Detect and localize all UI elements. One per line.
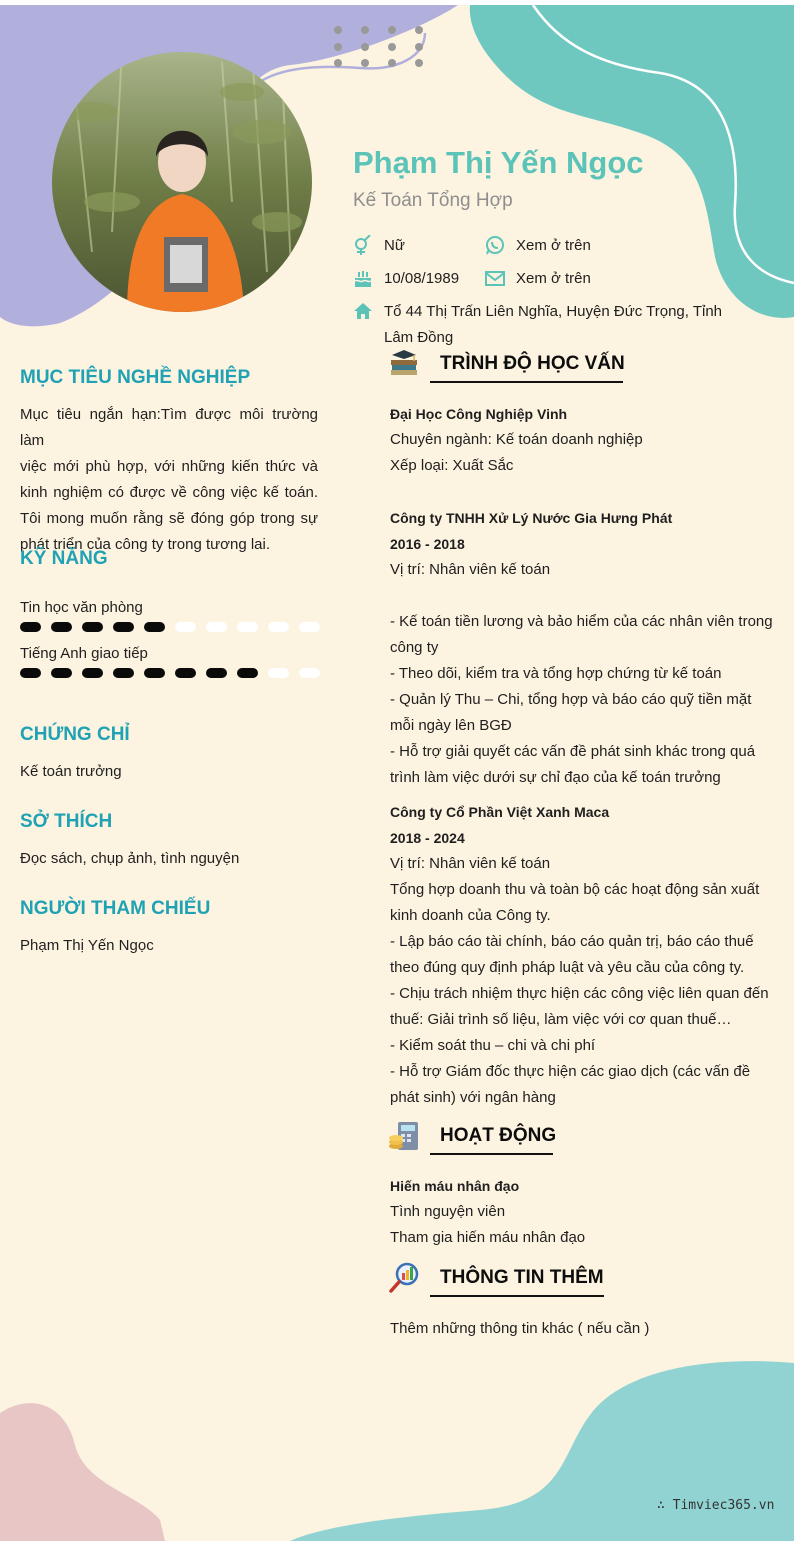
profile-photo xyxy=(52,52,312,312)
job-duty-line: trình làm việc dưới sự chỉ đạo của kế toán trưởng xyxy=(390,769,721,786)
skill-dot-filled xyxy=(113,668,134,678)
activities-underline xyxy=(430,1153,553,1155)
job-company: Công ty TNHH Xử Lý Nước Gia Hưng Phát xyxy=(390,510,673,526)
job2-content xyxy=(390,799,780,1111)
extra-text: Thêm những thông tin khác ( nếu cần ) xyxy=(390,1320,650,1337)
address-line-2: Lâm Đồng xyxy=(384,329,454,346)
home-icon xyxy=(353,301,373,321)
skill-dot-filled xyxy=(144,668,165,678)
skill-dot-filled xyxy=(206,668,227,678)
job-duty-line: - Kế toán tiền lương và bảo hiểm của các nhân viên trong xyxy=(390,613,773,630)
extra-title: THÔNG TIN THÊM xyxy=(440,1267,604,1288)
major: Chuyên ngành: Kế toán doanh nghiệp xyxy=(390,431,643,448)
skill-dot-empty xyxy=(237,622,258,632)
skill-dot-empty xyxy=(268,668,289,678)
magnifier-chart-icon xyxy=(388,1262,420,1294)
skill-dot-empty xyxy=(206,622,227,632)
candidate-name: Phạm Thị Yến Ngọc xyxy=(353,145,644,180)
references-text: Phạm Thị Yến Ngọc xyxy=(20,937,154,954)
job-role: Vị trí: Nhân viên kế toán xyxy=(390,855,551,872)
activity-desc: Tham gia hiến máu nhân đạo xyxy=(390,1229,586,1246)
activity-name: Hiến máu nhân đạo xyxy=(390,1178,520,1194)
address-value xyxy=(384,299,729,351)
graduation-books-icon xyxy=(388,348,420,380)
address-line-1: Tổ 44 Thị Trấn Liên Nghĩa, Huyện Đức Trọng, Tỉnh xyxy=(384,303,722,320)
skill-dot-filled xyxy=(175,668,196,678)
objective-text xyxy=(20,402,318,558)
objective-line: việc mới phù hợp, với những kiến thức và xyxy=(20,458,318,475)
objective-line: Tôi mong muốn rằng sẽ đóng góp trong sự xyxy=(20,510,318,527)
email-icon xyxy=(485,268,505,288)
skill-dot-filled xyxy=(144,622,165,632)
skill-dot-filled xyxy=(20,668,41,678)
job-duty-line: theo đúng quy định pháp luật và yêu cầu của công ty. xyxy=(390,959,745,976)
job-duty-line: - Hỗ trợ Giám đốc thực hiện các giao dịch (các vấn đề xyxy=(390,1063,751,1080)
skill-dot-empty xyxy=(175,622,196,632)
email-value: Xem ở trên xyxy=(516,270,591,287)
education-content xyxy=(390,401,780,791)
skill-dot-filled xyxy=(51,668,72,678)
education-title: TRÌNH ĐỘ HỌC VẤN xyxy=(440,353,625,374)
activities-content xyxy=(390,1173,780,1251)
school-name: Đại Học Công Nghiệp Vinh xyxy=(390,406,568,422)
hobbies-text: Đọc sách, chụp ảnh, tình nguyện xyxy=(20,850,240,867)
skills-title: KỸ NĂNG xyxy=(20,548,108,569)
objective-title: MỤC TIÊU NGHỀ NGHIỆP xyxy=(20,367,251,388)
job-duty-line: - Lập báo cáo tài chính, báo cáo quản trị, báo cáo thuế xyxy=(390,933,754,950)
hobbies-title: SỞ THÍCH xyxy=(20,811,113,832)
skill-dot-filled xyxy=(20,622,41,632)
activity-role: Tình nguyện viên xyxy=(390,1203,506,1220)
job-duty-line: công ty xyxy=(390,639,439,656)
objective-line: Mục tiêu ngắn hạn:Tìm được môi trường làm xyxy=(20,406,318,449)
certificates-title: CHỨNG CHỈ xyxy=(20,724,130,745)
education-underline xyxy=(430,381,623,383)
skill-dot-filled xyxy=(51,622,72,632)
skill-dot-empty xyxy=(268,622,289,632)
gender-icon xyxy=(353,235,373,255)
birthday-cake-icon xyxy=(353,268,373,288)
certificates-text: Kế toán trưởng xyxy=(20,763,122,780)
watermark: ∴ Timviec365.vn xyxy=(657,1498,775,1513)
job-company: Công ty Cổ Phần Việt Xanh Maca xyxy=(390,804,610,820)
skill-rating xyxy=(20,668,320,680)
job-duty-line: - Theo dõi, kiểm tra và tổng hợp chứng từ kế toán xyxy=(390,665,722,682)
skill-dot-empty xyxy=(299,668,320,678)
job-duty-line: mỗi ngày lên BGĐ xyxy=(390,717,512,734)
candidate-position: Kế Toán Tổng Hợp xyxy=(353,190,513,211)
job-duty-line: - Chịu trách nhiệm thực hiện các công việc liên quan đến xyxy=(390,985,769,1002)
skill-rating xyxy=(20,622,320,634)
grade: Xếp loại: Xuất Sắc xyxy=(390,457,514,474)
skill-label: Tiếng Anh giao tiếp xyxy=(20,645,148,662)
skill-label: Tin học văn phòng xyxy=(20,599,143,616)
skill-dot-empty xyxy=(299,622,320,632)
cv-page xyxy=(0,5,794,1541)
job-role: Vị trí: Nhân viên kế toán xyxy=(390,561,551,578)
gender-value: Nữ xyxy=(384,237,405,254)
job-duty-line: - Quản lý Thu – Chi, tổng hợp và báo cáo quỹ tiền mặt xyxy=(390,691,752,708)
job-duty-line: phát sinh) với ngân hàng xyxy=(390,1089,556,1106)
job-duty-line: - Kiểm soát thu – chi và chi phí xyxy=(390,1037,596,1054)
extra-underline xyxy=(430,1295,604,1297)
job-duty-line: kinh doanh của Công ty. xyxy=(390,907,551,924)
objective-line: kinh nghiệm có được về công việc kế toán. xyxy=(20,484,318,501)
birthday-value: 10/08/1989 xyxy=(384,270,460,287)
skill-dot-filled xyxy=(82,668,103,678)
job-period: 2016 - 2018 xyxy=(390,536,465,552)
skill-dot-filled xyxy=(82,622,103,632)
activities-title: HOẠT ĐỘNG xyxy=(440,1125,557,1146)
job-duty-line: Tổng hợp doanh thu và toàn bộ các hoạt động sản xuất xyxy=(390,881,760,898)
job-period: 2018 - 2024 xyxy=(390,830,465,846)
skill-dot-filled xyxy=(113,622,134,632)
phone-value: Xem ở trên xyxy=(516,237,591,254)
objective-line: phát triển của công ty trong tương lai. xyxy=(20,536,271,553)
calculator-coins-icon xyxy=(388,1120,420,1152)
phone-icon xyxy=(485,235,505,255)
job-duty-line: thuế: Giải trình số liệu, làm việc với cơ quan thuế… xyxy=(390,1011,732,1028)
extra-content xyxy=(390,1316,780,1342)
skill-dot-filled xyxy=(237,668,258,678)
references-title: NGƯỜI THAM CHIẾU xyxy=(20,898,211,919)
job-duty-line: - Hỗ trợ giải quyết các vấn đề phát sinh khác trong quá xyxy=(390,743,756,760)
